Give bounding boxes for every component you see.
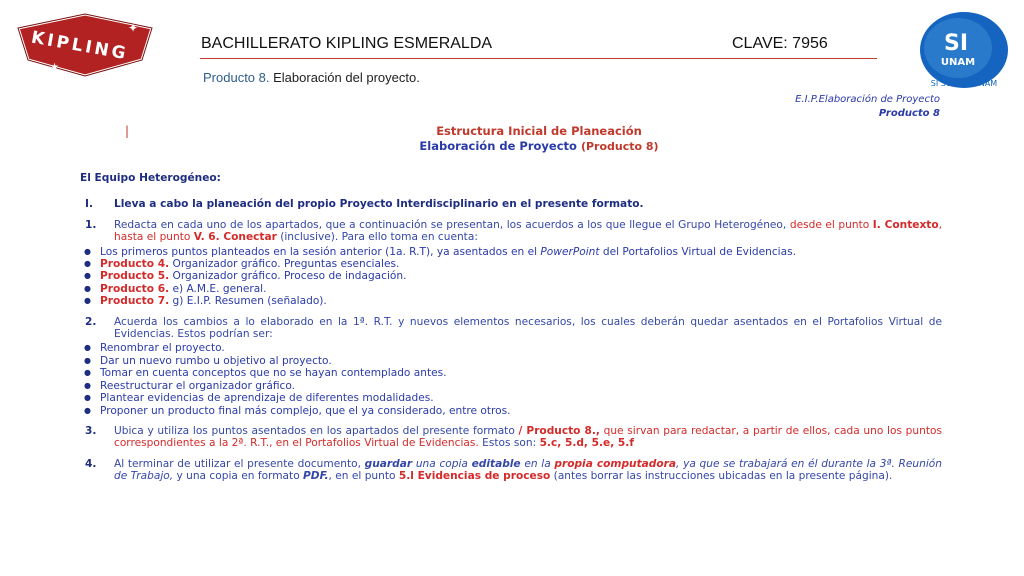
unam-logo [918,10,1010,102]
item-1-part-b: desde el punto [789,218,873,231]
bullet-text: Organizador gráfico. Proceso de indagación. [169,270,407,283]
unam-logo-text: SI SOMOS UNAM [930,79,998,88]
eip-line1: E.I.P.Elaboración de Proyecto [795,94,940,105]
item-4-part-a: Al terminar de utilizar el presente documento, [114,457,365,470]
svg-text:★: ★ [50,62,59,73]
svg-text:SI: SI [943,31,969,56]
list-item: ● Plantear evidencias de aprendizaje de diferentes modalidades. [80,392,942,404]
list-item: ● Dar un nuevo rumbo u objetivo al proyecto. [80,355,942,367]
item-text: Lleva a cabo la planeación del propio Proyecto Interdisciplinario en el presente formato. [114,198,644,211]
product-description: Elaboración del proyecto. [269,70,420,85]
team-heading: El Equipo Heterogéneo: [80,172,221,184]
item-4-part-k: 5.l Evidencias de proceso [398,470,551,483]
doc-subtitle [27,139,1024,153]
bullet-text: Los primeros puntos planteados en la sesión anterior (1a. R.T), ya asentados en el [100,245,541,258]
item-1-part-f: (inclusive). Para ello toma en cuenta: [276,231,478,244]
item-4 [80,458,942,483]
bullet-product: Producto 4. [100,258,170,271]
item-number: 2. [85,315,97,328]
product-line [203,70,420,85]
item-text [114,458,942,483]
list-item [80,295,942,307]
instructions [80,172,942,491]
clave-code: CLAVE: 7956 [732,35,828,52]
item-text: Acuerda los cambios a lo elaborado en la 1ª. R.T. y nuevos elementos necesarios, los cuales deberán quedar asentados en el Portafolios Virtual de Evidencias. Estos podrían ser: [114,315,942,341]
doc-subtitle-main: Elaboración de Proyecto [419,139,577,153]
bullet-text: del Portafolios Virtual de Evidencias. [599,245,796,258]
item-3-part-d: Estos son: [478,437,540,450]
item-number: I. [85,198,93,211]
list-item [80,258,942,270]
item-1-bullets [80,246,942,308]
svg-text:✦: ✦ [128,21,139,35]
list-item [80,246,942,258]
doc-subtitle-product: (Producto 8) [580,140,659,153]
list-item: ● Reestructurar el organizador gráfico. [80,380,942,392]
item-4-part-e: en la [520,457,555,470]
item-I [80,198,942,210]
list-item: ● Tomar en cuenta conceptos que no se hayan contemplado antes. [80,367,942,379]
item-2 [80,316,942,417]
item-4-part-g: , ya que se trabajará en él durante la 3ª. Reunión de Trabajo, [114,457,942,483]
item-4-part-d: editable [471,457,521,470]
header-divider [200,58,877,59]
kipling-logo-text: KIPLING [29,27,130,65]
list-item: ● Renombrar el proyecto. [80,342,942,354]
item-4-part-l: (antes borrar las instrucciones ubicadas en la presente página). [550,470,893,483]
item-1-part-a: Redacta en cada uno de los apartados, que a continuación se presentan, los acuerdos a los que llegue el Grupo Heterogéneo, [114,218,790,231]
item-1 [80,219,942,308]
bullet-italic: PowerPoint [540,245,600,258]
item-3-part-c: que sirvan para redactar, a partir de ellos, cada uno los puntos correspondientes a la 2ª. R.T., en el Portafolios Virtual de Evidencias. [114,424,942,450]
item-1-part-e: V. 6. Conectar [193,231,277,244]
item-1-part-d: , hasta el punto [114,218,942,244]
item-text [114,425,942,450]
eip-header [795,93,940,121]
list-item [80,283,942,295]
item-2-bullets [80,342,942,416]
svg-text:UNAM: UNAM [940,57,976,68]
item-4-part-i: PDF. [303,470,329,483]
bullet-text: e) A.M.E. general. [169,282,267,295]
item-4-part-b: guardar [364,457,413,470]
item-4-part-f: propia computadora [554,457,677,470]
text-cursor: | [125,124,130,138]
bullet-product: Producto 5. [100,270,170,283]
item-3-part-b: / Producto 8., [518,424,600,437]
list-item [80,270,942,282]
item-4-part-c: una copia [412,457,472,470]
bullet-text: g) E.I.P. Resumen (señalado). [169,295,327,308]
bullet-text: Organizador gráfico. Preguntas esenciales. [169,258,400,271]
item-4-part-j: , en el punto [328,470,399,483]
product-number: Producto 8. [203,70,270,85]
item-3-part-a: Ubica y utiliza los puntos asentados en los apartados del presente formato [114,424,519,437]
item-3-part-e: 5.c, 5.d, 5.e, 5.f [539,437,634,450]
school-name: BACHILLERATO KIPLING ESMERALDA [201,35,493,52]
item-4-part-h: y una copia en formato [173,470,304,483]
item-number: 3. [85,424,97,437]
item-3 [80,425,942,450]
item-number: 1. [85,218,97,231]
bullet-product: Producto 7. [100,295,170,308]
eip-line2: Producto 8 [878,108,940,119]
item-1-part-c: I. Contexto [872,218,939,231]
doc-title: Estructura Inicial de Planeación [436,124,642,138]
item-number: 4. [85,457,97,470]
kipling-logo [10,10,160,80]
item-text [114,219,942,244]
bullet-product: Producto 6. [100,282,170,295]
list-item: ● Proponer un producto final más complejo, que el ya considerado, entre otros. [80,405,942,417]
